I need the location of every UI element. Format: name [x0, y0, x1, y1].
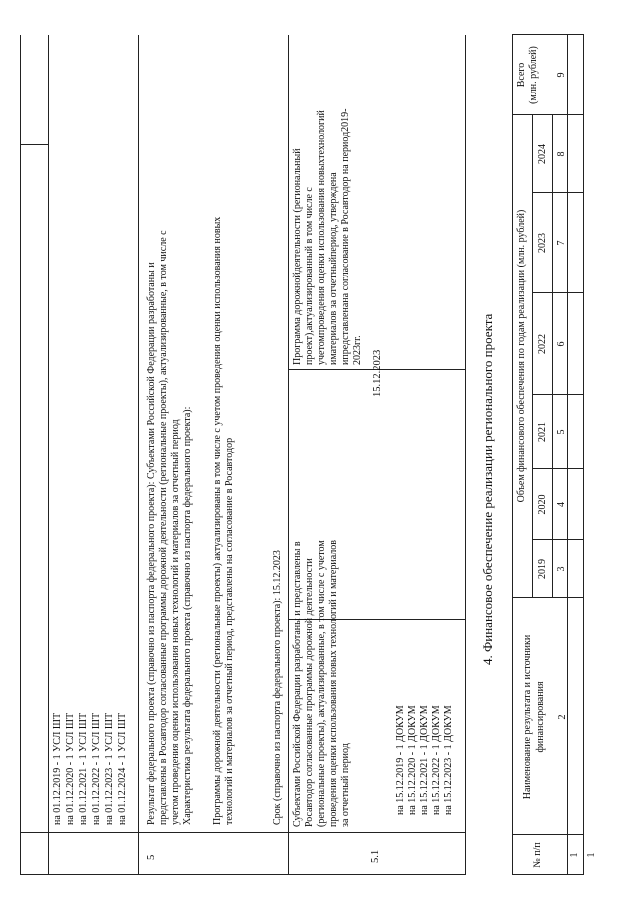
index-cell: 4 [556, 502, 567, 507]
row51-line: за отчетный период [340, 743, 351, 827]
year-header: 2022 [537, 334, 548, 354]
index-cell: 2 [557, 714, 568, 720]
col-name-header: финансирования [535, 681, 546, 753]
year-header: 2023 [537, 233, 548, 253]
row51-date-line: на 15.12.2019 - 1 ДОКУМ [395, 705, 406, 815]
row51-doc-line: иматериалов за отчетныйпериод, утверждена [328, 172, 339, 365]
row-number: 5.1 [370, 849, 381, 863]
year-header: 2020 [537, 494, 548, 515]
index-cell: 3 [556, 566, 567, 572]
row-number: 5 [146, 854, 157, 860]
row51-doc-line: Программа дорожнойдеятельности (региональный [292, 148, 303, 365]
year-header: 2019 [537, 559, 548, 579]
row5-line: представлены в Росавтодор согласованные программы дорожной деятельности (региональные проекты), актуализированные, в том числе с [158, 230, 169, 825]
col-num-header: № п/п [532, 842, 543, 868]
top-date-line: на 01.12.2019 - 1 УСЛ ШТ [52, 712, 63, 825]
row5-line: технологий и материалов за отчетный период, представлены на согласование в Росавтодор [224, 437, 235, 825]
row5-line: Характеристика результата федерального проекта (справочно из паспорта федерального проекта): [182, 406, 193, 825]
section-title: 4. Финансовое обеспечение реализации регионального проекта [480, 313, 495, 665]
year-header: 2024 [537, 144, 548, 164]
row5-line: Срок (справочно из паспорта федерального проекта): 15.12.2023 [272, 550, 283, 825]
index-cell: 9 [556, 72, 567, 78]
top-date-line: на 01.12.2020 - 1 УСЛ ШТ [65, 712, 76, 825]
year-header: 2021 [537, 422, 548, 442]
row-number: 1 [586, 852, 597, 858]
top-date-line: на 01.12.2023 - 1 УСЛ ШТ [104, 712, 115, 825]
row5-line: Результат федерального проекта (справочно из паспорта федерального проекта): Субъектами Российской Федерации разработаны и [146, 262, 157, 825]
row51-deadline: 15.12.2023 [372, 349, 383, 397]
index-cell: 5 [556, 429, 567, 435]
row51-doc-line: проект),актуализированный в том числе с [304, 187, 315, 365]
row51-line: Субъектами Российской Федерации разработаны и представлены в [292, 541, 303, 827]
row51-date-line: на 15.12.2023 - 1 ДОКУМ [443, 705, 454, 815]
row51-line: (региональные проекты), актуализированные, в том числе с учетом [316, 540, 327, 827]
row51-doc-line: ипредставленана согласование в Росавтодор на период2019- [340, 108, 351, 365]
row51-line: проведения оценки использования новых технологий и материалов [328, 540, 339, 827]
row5-line: Программы дорожной деятельности (региональные проекты) актуализированы в том числе с учетом проведения оценки использования новых [212, 216, 223, 825]
top-date-line: на 01.12.2021 - 1 УСЛ ШТ [78, 712, 89, 825]
index-cell: 8 [556, 151, 567, 157]
col-total-header: (млн. рублей) [528, 46, 539, 104]
col-total-header: Всего [516, 62, 527, 88]
top-date-line: на 01.12.2022 - 1 УСЛ ШТ [91, 712, 102, 825]
row51-doc-line: 2023гг. [352, 335, 363, 365]
index-cell: 7 [556, 240, 567, 246]
top-date-line: на 01.12.2024 - 1 УСЛ ШТ [117, 712, 128, 825]
col-group-header: Объем финансового обеспечения по годам реализации (млн. рублей) [516, 209, 527, 503]
col-name-header: Наименование результата и источники [522, 634, 533, 800]
row51-doc-line: учетомпроведения оценки использования новыхтехнологий [316, 110, 327, 365]
row51-date-line: на 15.12.2021 - 1 ДОКУМ [419, 705, 430, 815]
index-cell: 6 [556, 341, 567, 347]
index-cell: 1 [569, 852, 580, 858]
row51-line: Росавтодор согласованные программы дорожной деятельности [304, 558, 315, 827]
row51-date-line: на 15.12.2022 - 1 ДОКУМ [431, 705, 442, 815]
row51-date-line: на 15.12.2020 - 1 ДОКУМ [407, 705, 418, 815]
row5-line: учетом проведения оценки использования новых технологий и материалов за отчетный период [170, 419, 181, 825]
